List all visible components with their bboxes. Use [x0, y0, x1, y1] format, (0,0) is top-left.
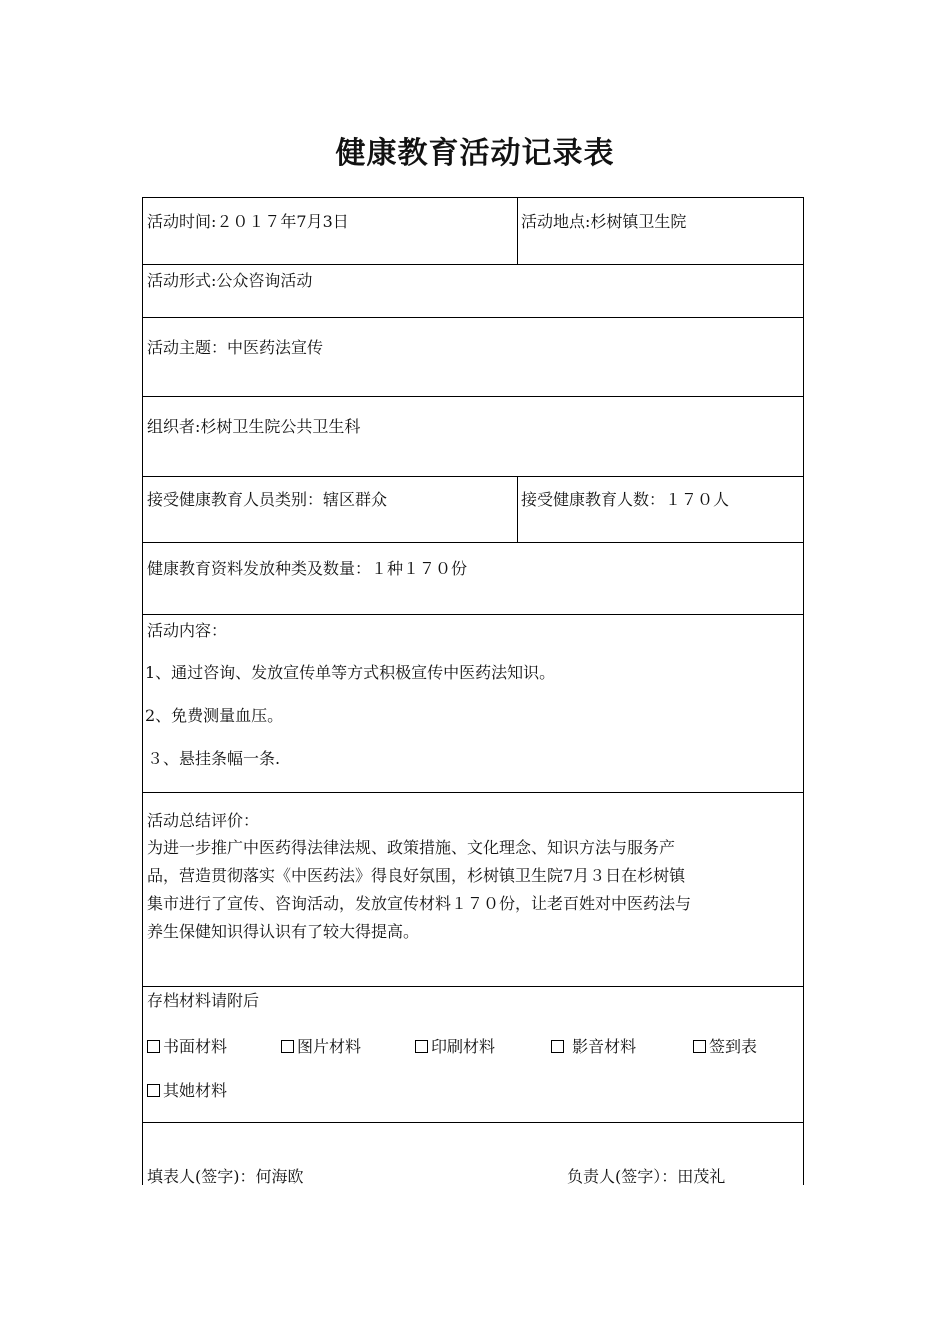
- materials-distributed: 健康教育资料发放种类及数量：１种１７０份: [147, 559, 468, 578]
- checkbox-printed-materials[interactable]: 印刷材料: [415, 1037, 495, 1057]
- row-summary: [143, 793, 803, 987]
- row-archive: [143, 987, 803, 1123]
- organizer: 组织者:杉树卫生院公共卫生科: [147, 417, 361, 436]
- content-item: ３、悬挂条幅一条.: [147, 749, 281, 768]
- filler-signature: 填表人(签字)：何海欧: [147, 1167, 304, 1186]
- activity-theme: 活动主题：中医药法宣传: [147, 338, 324, 357]
- archive-label: 存档材料请附后: [147, 991, 260, 1010]
- content-item: 1、通过咨询、发放宣传单等方式积极宣传中医药法知识。: [145, 663, 556, 682]
- audience-count: 接受健康教育人数：１７０人: [521, 490, 730, 509]
- page-title: 健康教育活动记录表: [335, 136, 615, 171]
- checkbox-icon: [147, 1040, 160, 1053]
- row-materials: [143, 543, 803, 615]
- content-label: 活动内容：: [147, 621, 228, 640]
- summary-line: 养生保健知识得认识有了较大得提高。: [147, 922, 420, 941]
- checkbox-icon: [147, 1084, 160, 1097]
- checkbox-icon: [415, 1040, 428, 1053]
- row-audience: [143, 477, 803, 543]
- activity-location: 活动地点:杉树镇卫生院: [521, 212, 687, 231]
- column-divider: [517, 477, 518, 542]
- column-divider: [517, 198, 518, 264]
- checkbox-icon: [693, 1040, 706, 1053]
- checkbox-sign-in-sheet[interactable]: 签到表: [693, 1037, 757, 1057]
- checkbox-other-materials[interactable]: 其她材料: [147, 1081, 227, 1101]
- responsible-signature: 负责人(签字）：田茂礼: [567, 1167, 726, 1186]
- summary-line: 集市进行了宣传、咨询活动，发放宣传材料１７０份，让老百姓对中医药法与: [147, 894, 692, 913]
- activity-form: 活动形式:公众咨询活动: [147, 271, 313, 290]
- checkbox-icon: [551, 1040, 564, 1053]
- row-activity-theme: [143, 318, 803, 397]
- audience-category: 接受健康教育人员类别：辖区群众: [147, 490, 388, 509]
- checkbox-icon: [281, 1040, 294, 1053]
- row-time-location: [143, 198, 803, 265]
- row-content: [143, 615, 803, 793]
- checkbox-picture-materials[interactable]: 图片材料: [281, 1037, 361, 1057]
- summary-line: 品，营造贯彻落实《中医药法》得良好氛围，杉树镇卫生院7月３日在杉树镇: [147, 866, 686, 885]
- summary-line: 为进一步推广中医药得法律法规、政策措施、文化理念、知识方法与服务产: [147, 838, 676, 857]
- record-form: [142, 197, 804, 1185]
- row-activity-form: [143, 265, 803, 318]
- checkbox-written-materials[interactable]: 书面材料: [147, 1037, 227, 1057]
- summary-label: 活动总结评价：: [147, 811, 260, 830]
- row-organizer: [143, 397, 803, 477]
- row-signatures: [143, 1123, 803, 1186]
- checkbox-audio-video-materials[interactable]: 影音材料: [551, 1037, 636, 1057]
- content-item: 2、免费测量血压。: [145, 706, 284, 725]
- activity-time: 活动时间:２０１７年7月3日: [147, 212, 349, 231]
